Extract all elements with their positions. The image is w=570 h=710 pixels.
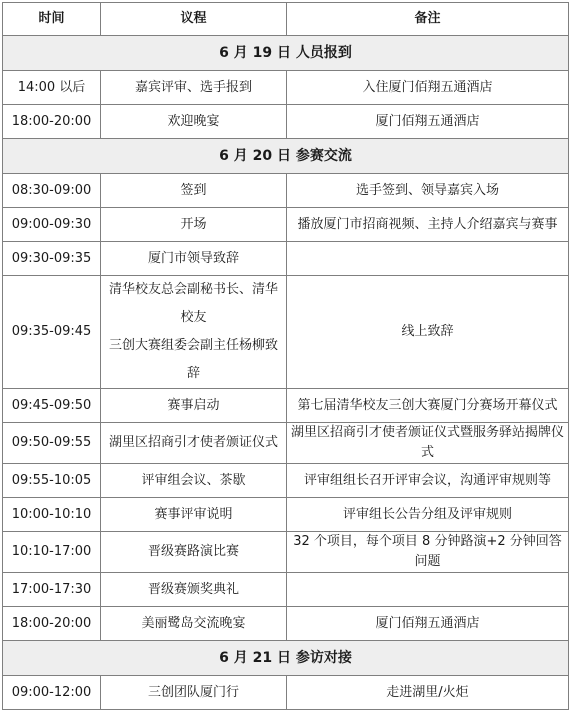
table-row: [3, 389, 569, 423]
section-row-day2: [3, 139, 569, 174]
section-row-day1: [3, 36, 569, 71]
cell-agenda: 厦门市领导致辞: [101, 242, 287, 276]
cell-agenda: 评审组会议、茶歇: [101, 464, 287, 498]
agenda-line: 三创大赛组委会副主任杨柳致辞: [108, 338, 278, 381]
cell-time: 14:00 以后: [3, 71, 101, 105]
cell-agenda: 赛事启动: [101, 389, 287, 423]
cell-agenda: [101, 276, 287, 389]
cell-note: 湖里区招商引才使者颁证仪式暨服务驿站揭牌仪式: [287, 423, 569, 464]
table-row: [3, 242, 569, 276]
cell-note: 入住厦门佰翔五通酒店: [287, 71, 569, 105]
cell-agenda: 赛事评审说明: [101, 498, 287, 532]
cell-note: 评审组长公告分组及评审规则: [287, 498, 569, 532]
cell-note: 厦门佰翔五通酒店: [287, 607, 569, 641]
section-title: 6 月 20 日 参赛交流: [3, 139, 569, 174]
cell-time: 09:00-12:00: [3, 676, 101, 710]
cell-agenda: 晋级赛路演比赛: [101, 532, 287, 573]
table-row: [3, 464, 569, 498]
cell-note: 32 个项目，每个项目 8 分钟路演+2 分钟回答问题: [287, 532, 569, 573]
header-time: 时间: [3, 3, 101, 36]
cell-time: 18:00-20:00: [3, 607, 101, 641]
agenda-sheet: [2, 2, 568, 710]
cell-time: 09:55-10:05: [3, 464, 101, 498]
table-row: [3, 573, 569, 607]
cell-note: 播放厦门市招商视频、主持人介绍嘉宾与赛事: [287, 208, 569, 242]
cell-time: 09:50-09:55: [3, 423, 101, 464]
cell-time: 17:00-17:30: [3, 573, 101, 607]
cell-agenda: 美丽鹭岛交流晚宴: [101, 607, 287, 641]
cell-agenda: 湖里区招商引才使者颁证仪式: [101, 423, 287, 464]
cell-time: 10:10-17:00: [3, 532, 101, 573]
cell-time: 09:00-09:30: [3, 208, 101, 242]
cell-agenda: 欢迎晚宴: [101, 105, 287, 139]
section-title: 6 月 21 日 参访对接: [3, 641, 569, 676]
table-row: [3, 174, 569, 208]
cell-time: 09:35-09:45: [3, 276, 101, 389]
cell-agenda: 开场: [101, 208, 287, 242]
cell-note: 选手签到、领导嘉宾入场: [287, 174, 569, 208]
cell-agenda: 嘉宾评审、选手报到: [101, 71, 287, 105]
table-row: [3, 105, 569, 139]
agenda-line: 清华校友总会副秘书长、清华校友: [108, 282, 278, 325]
table-row: [3, 423, 569, 464]
table-row: [3, 498, 569, 532]
cell-time: 08:30-09:00: [3, 174, 101, 208]
header-agenda: 议程: [101, 3, 287, 36]
table-row: [3, 607, 569, 641]
cell-note: [287, 242, 569, 276]
cell-agenda: 签到: [101, 174, 287, 208]
cell-time: 09:30-09:35: [3, 242, 101, 276]
cell-agenda: 三创团队厦门行: [101, 676, 287, 710]
cell-time: 10:00-10:10: [3, 498, 101, 532]
header-note: 备注: [287, 3, 569, 36]
table-row: [3, 676, 569, 710]
cell-note: 第七届清华校友三创大赛厦门分赛场开幕仪式: [287, 389, 569, 423]
cell-note: 线上致辞: [287, 276, 569, 389]
agenda-table: [2, 2, 569, 710]
cell-time: 18:00-20:00: [3, 105, 101, 139]
table-header-row: [3, 3, 569, 36]
cell-note: 走进湖里/火炬: [287, 676, 569, 710]
cell-note: 厦门佰翔五通酒店: [287, 105, 569, 139]
table-row: [3, 532, 569, 573]
cell-time: 09:45-09:50: [3, 389, 101, 423]
section-title: 6 月 19 日 人员报到: [3, 36, 569, 71]
table-row: [3, 71, 569, 105]
table-row: [3, 208, 569, 242]
cell-note: 评审组组长召开评审会议，沟通评审规则等: [287, 464, 569, 498]
table-row: [3, 276, 569, 389]
cell-note: [287, 573, 569, 607]
cell-agenda: 晋级赛颁奖典礼: [101, 573, 287, 607]
section-row-day3: [3, 641, 569, 676]
